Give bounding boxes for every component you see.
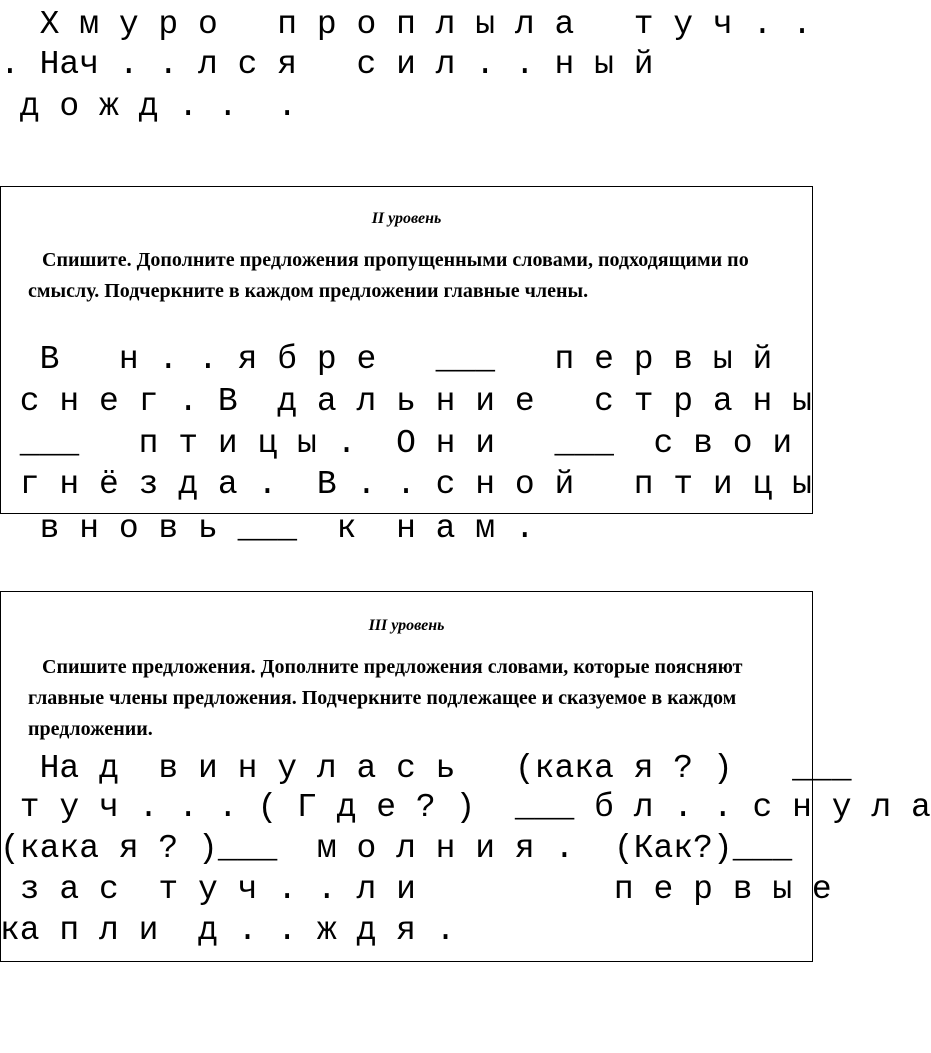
level-2-line-3: ___ п т и ц ы . О н и ___ с в о и <box>0 425 793 462</box>
level-3-instruction: Спишите предложения. Дополните предложения словами, которые поясняют главные члены предложения. Подчеркните подлежащее и сказуемое в каждом предложении. <box>28 656 743 740</box>
level-3-line-2: т у ч . . . ( Г д е ? ) ___ б л . . с н у л а <box>0 789 931 826</box>
level-3-line-5: ка п л и д . . ж д я . <box>0 912 456 949</box>
top-line-1: Х м у р о п р о п л ы л а т у ч . . <box>0 6 812 43</box>
level-3-line-4: з а с т у ч . . л и п е р в ы е <box>0 871 832 908</box>
level-3-line-3: (кака я ? )___ м о л н и я . (Как?)___ <box>0 830 793 867</box>
level-2-title: II уровень <box>371 210 442 227</box>
top-line-3: д о ж д . . . <box>0 88 298 125</box>
level-2-line-4: г н ё з д а . В . . с н о й п т и ц ы <box>0 466 812 503</box>
level-2-line-1: В н . . я б р е ___ п е р в ы й <box>0 341 773 378</box>
level-3-line-1: На д в и н у л а с ь (кака я ? ) ___ <box>0 750 852 787</box>
top-line-2: . Нач . . л с я с и л . . н ы й <box>0 46 654 83</box>
level-3-title: III уровень <box>368 617 445 634</box>
level-2-line-5: в н о в ь ___ к н а м . <box>0 510 535 547</box>
level-2-line-2: с н е г . В д а л ь н и е с т р а н ы <box>0 383 812 420</box>
level-2-instruction: Спишите. Дополните предложения пропущенными словами, подходящими по смыслу. Подчеркните в каждом предложении главные члены. <box>28 249 749 302</box>
